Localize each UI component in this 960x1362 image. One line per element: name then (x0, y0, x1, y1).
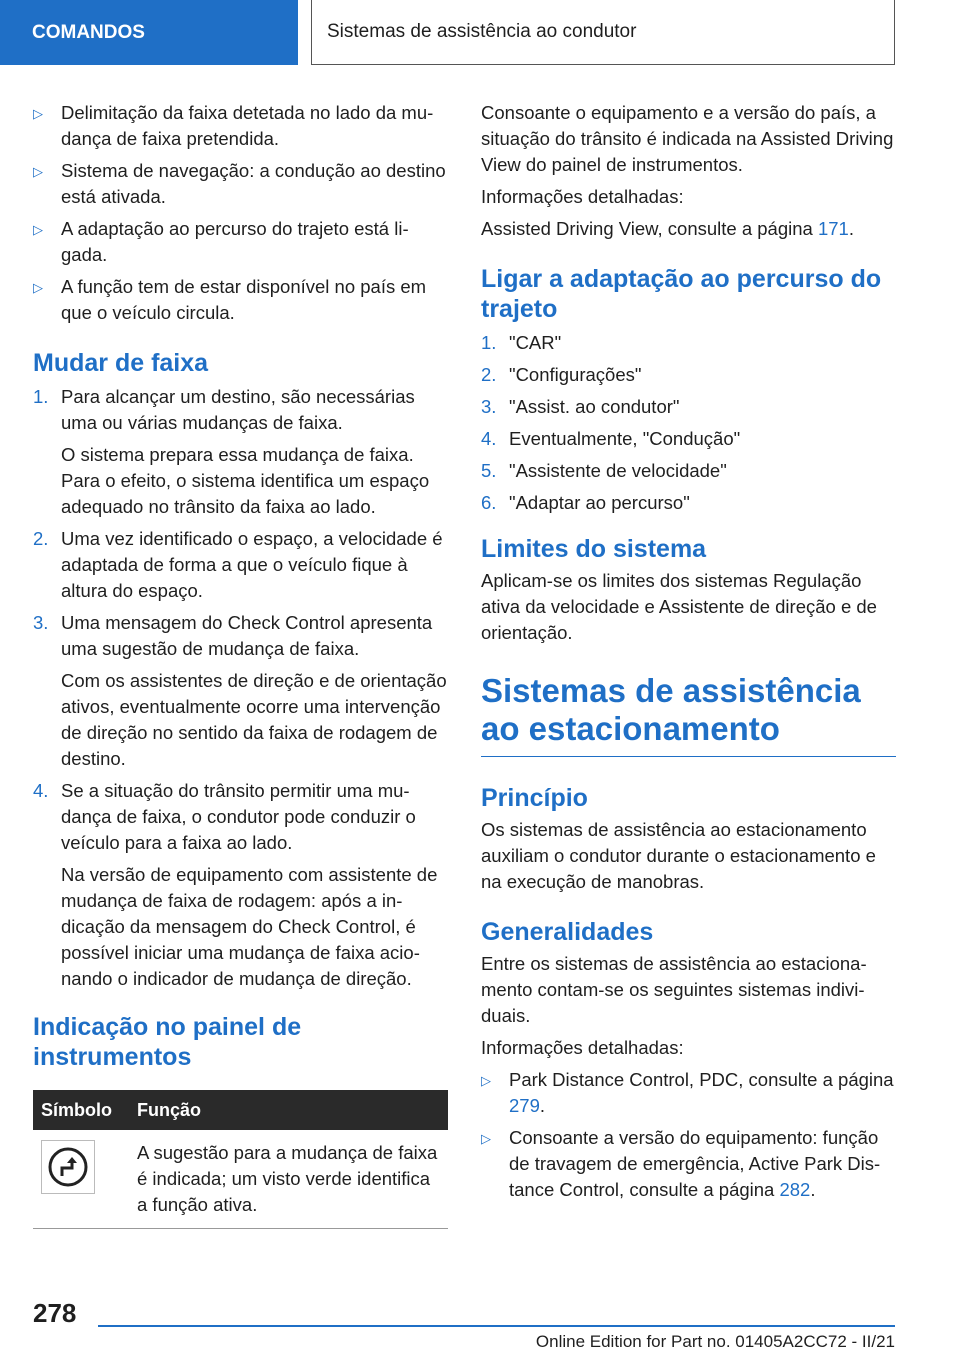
paragraph: Informações detalhadas: (481, 186, 684, 207)
lane-change-arrow-icon (41, 1140, 95, 1194)
parking-bullet-list (481, 1067, 896, 1203)
lane-change-steps (33, 384, 448, 992)
list-item: 1. "CAR" (481, 332, 562, 353)
bullet-triangle-icon: ▷ (33, 280, 43, 295)
heading-parking-assist: Sistemas de assistência ao estacionamento (481, 672, 861, 747)
list-item: ▷ Sistema de navegação: a condução ao destino está ativada. (33, 158, 448, 210)
list-item: 3. "Assist. ao condutor" (481, 396, 680, 417)
table-header-function: Função (129, 1090, 448, 1130)
bullet-triangle-icon: ▷ (33, 222, 43, 237)
intro-bullet-list (33, 100, 448, 326)
page-link-279[interactable]: 279 (509, 1095, 540, 1116)
bullet-triangle-icon: ▷ (481, 1073, 491, 1088)
list-item: ▷ A função tem de estar disponível no país em que o veículo circula. (33, 274, 448, 326)
list-item: 4. Eventualmente, "Condução" (481, 428, 741, 449)
list-item: 4. Se a situação do trânsito permitir uma mudança de faixa, o condutor pode conduzir o veículo para a faixa ao lado. Na versão de equipamento com assistente de mudança de faixa de rodagem: após a indicação da mensagem do Check Control, é possível iniciar uma mudança de faixa acionando o indicador de mudança de direção. (33, 780, 438, 989)
list-item: ▷ Delimitação da faixa detetada no lado da mudança de faixa pretendida. (33, 100, 448, 152)
list-item: 2. "Configurações" (481, 364, 642, 385)
table-row (33, 1130, 448, 1229)
page-link-282[interactable]: 282 (779, 1179, 811, 1200)
heading-instrument-display: Indicação no painel de instrumentos (33, 1013, 302, 1071)
list-item: 2. Uma vez identificado o espaço, a velocidade é adaptada de forma a que o veículo fique à altura do espaço. (33, 528, 443, 601)
paragraph: Entre os sistemas de assistência ao estacionamento contam-se os seguintes sistemas individuais. (481, 953, 867, 1026)
footer-divider (98, 1325, 895, 1327)
symbol-table (33, 1090, 448, 1229)
bullet-triangle-icon: ▷ (33, 164, 43, 179)
paragraph: Os sistemas de assistência ao estacionamento auxiliam o condutor durante o estacionamento e na execução de manobras. (481, 819, 876, 892)
list-item: ▷ A adaptação ao percurso do trajeto está ligada. (33, 216, 448, 268)
route-steps (481, 330, 896, 516)
list-item: ▷ Consoante a versão do equipamento: função de travagem de emergência, Active Park Distance Control, consulte a página 282. (481, 1125, 896, 1203)
page-link-171[interactable]: 171 (817, 218, 849, 239)
heading-system-limits: Limites do sistema (481, 535, 707, 563)
page-number: 278 (33, 1298, 77, 1328)
list-item: 6. "Adaptar ao percurso" (481, 492, 690, 513)
paragraph: Consoante o equipamento e a versão do país, a situação do trânsito é indicada na Assisted Driving View do painel de instrumentos. (481, 102, 894, 175)
list-item: 1. Para alcançar um destino, são necessárias uma ou várias mudanças de faixa. O sistema prepara essa mudança de faixa. Para o efeito, o sistema identifica um espaço adequado no trânsito da faixa ao lado. (33, 386, 430, 517)
section-tab: COMANDOS (0, 0, 298, 65)
left-column (33, 100, 448, 1229)
edition-note: Online Edition for Part no. 01405A2CC72 - II/21 (535, 1332, 895, 1351)
right-column (481, 100, 896, 1209)
table-header-symbol: Símbolo (33, 1090, 129, 1130)
heading-general: Generalidades (481, 918, 654, 946)
bullet-triangle-icon: ▷ (481, 1131, 491, 1146)
heading-route-adaptation: Ligar a adaptação ao percurso do trajeto (481, 265, 882, 323)
paragraph: Aplicam-se os limites dos sistemas Regulação ativa da velocidade e Assistente de direção e de orientação. (481, 570, 877, 643)
table-cell-function: A sugestão para a mudança de faixa é indicada; um visto verde identifica a função ativa. (129, 1130, 448, 1229)
list-item: 5. "Assistente de velocidade" (481, 460, 727, 481)
chapter-title: Sistemas de assistência ao condutor (311, 0, 895, 65)
section-divider (481, 756, 896, 757)
list-item: ▷ Park Distance Control, PDC, consulte a página 279. (481, 1067, 896, 1119)
paragraph: Assisted Driving View, consulte a página 171. (481, 218, 854, 239)
bullet-triangle-icon: ▷ (33, 106, 43, 121)
heading-principle: Princípio (481, 784, 588, 812)
list-item: 3. Uma mensagem do Check Control apresenta uma sugestão de mudança de faixa. Com os assistentes de direção e de orientação ativos, eventualmente ocorre uma intervenção de direção no sentido da faixa de rodagem de destino. (33, 612, 447, 769)
paragraph: Informações detalhadas: (481, 1037, 684, 1058)
heading-lane-change: Mudar de faixa (33, 349, 209, 377)
